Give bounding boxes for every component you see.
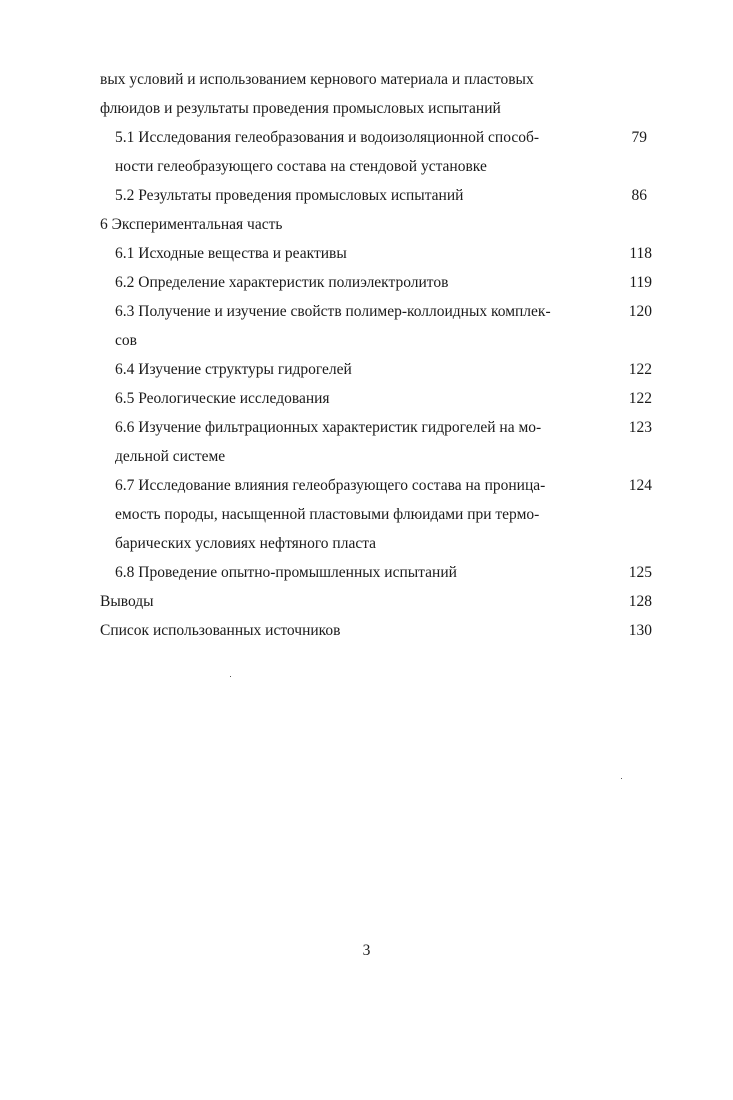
toc-entry-text: 6.2 Определение характеристик полиэлектролитов — [115, 274, 449, 291]
toc-entry-page: 79 — [631, 129, 647, 146]
toc-line — [100, 384, 655, 413]
toc-entry-text: 6.5 Реологические исследования — [115, 390, 330, 407]
toc-entry-text: 6.4 Изучение структуры гидрогелей — [115, 361, 352, 378]
toc-line — [100, 181, 655, 210]
toc-line — [100, 239, 655, 268]
toc-entry-text: сов — [115, 332, 137, 349]
toc-entry-page: 124 — [628, 477, 652, 494]
toc-entry-page: 122 — [628, 390, 652, 407]
toc-line — [100, 268, 655, 297]
toc-entry-page: 125 — [628, 564, 652, 581]
toc-line — [100, 413, 655, 442]
toc-line — [100, 94, 655, 123]
page-number: 3 — [362, 942, 371, 959]
toc-line — [100, 587, 655, 616]
toc-entry-page: 130 — [628, 622, 652, 639]
toc-line — [100, 123, 655, 152]
toc-line — [100, 529, 655, 558]
toc-line — [100, 500, 655, 529]
toc-line — [100, 442, 655, 471]
toc-entry-page: 128 — [628, 593, 652, 610]
toc-entry-page: 118 — [629, 245, 652, 262]
toc-entry-text: Список использованных источников — [100, 622, 341, 639]
toc-entry-text: флюидов и результаты проведения промысловых испытаний — [100, 100, 501, 117]
toc-entry-text: 6.8 Проведение опытно-промышленных испытаний — [115, 564, 457, 581]
toc-line — [100, 297, 655, 326]
toc-entry-text: 6.3 Получение и изучение свойств полимер-коллоидных комплек- — [115, 303, 551, 320]
toc-entry-page: 86 — [631, 187, 647, 204]
toc-entry-text: емость породы, насыщенной пластовыми флюидами при термо- — [115, 506, 540, 523]
toc-line — [100, 355, 655, 384]
toc-line — [100, 65, 655, 94]
toc-line — [100, 471, 655, 500]
toc-entry-text: дельной системе — [115, 448, 226, 465]
toc-line — [100, 326, 655, 355]
toc-line — [100, 152, 655, 181]
toc-entry-page: 122 — [628, 361, 652, 378]
toc-entry-page: 119 — [629, 274, 652, 291]
scan-speck — [230, 676, 231, 677]
toc-entry-text: 5.1 Исследования гелеобразования и водоизоляционной способ- — [115, 129, 540, 146]
toc-entry-page: 120 — [628, 303, 652, 320]
toc-entry-text: барических условиях нефтяного пласта — [115, 535, 377, 552]
toc-line — [100, 210, 655, 239]
toc-line — [100, 616, 655, 645]
toc-entry-text: вых условий и использованием кернового материала и пластовых — [100, 71, 534, 88]
scan-speck — [621, 778, 622, 779]
toc-entry-text: 6.1 Исходные вещества и реактивы — [115, 245, 347, 262]
toc-entry-text: Выводы — [100, 593, 154, 610]
toc-entry-page: 123 — [628, 419, 652, 436]
toc-entry-text: 6.7 Исследование влияния гелеобразующего состава на проница- — [115, 477, 546, 494]
toc-entry-text: 6.6 Изучение фильтрационных характеристик гидрогелей на мо- — [115, 419, 542, 436]
toc-line — [100, 558, 655, 587]
toc-entry-text: 6 Экспериментальная часть — [100, 216, 283, 233]
table-of-contents — [100, 65, 655, 645]
toc-entry-text: 5.2 Результаты проведения промысловых испытаний — [115, 187, 464, 204]
toc-entry-text: ности гелеобразующего состава на стендовой установке — [115, 158, 487, 175]
